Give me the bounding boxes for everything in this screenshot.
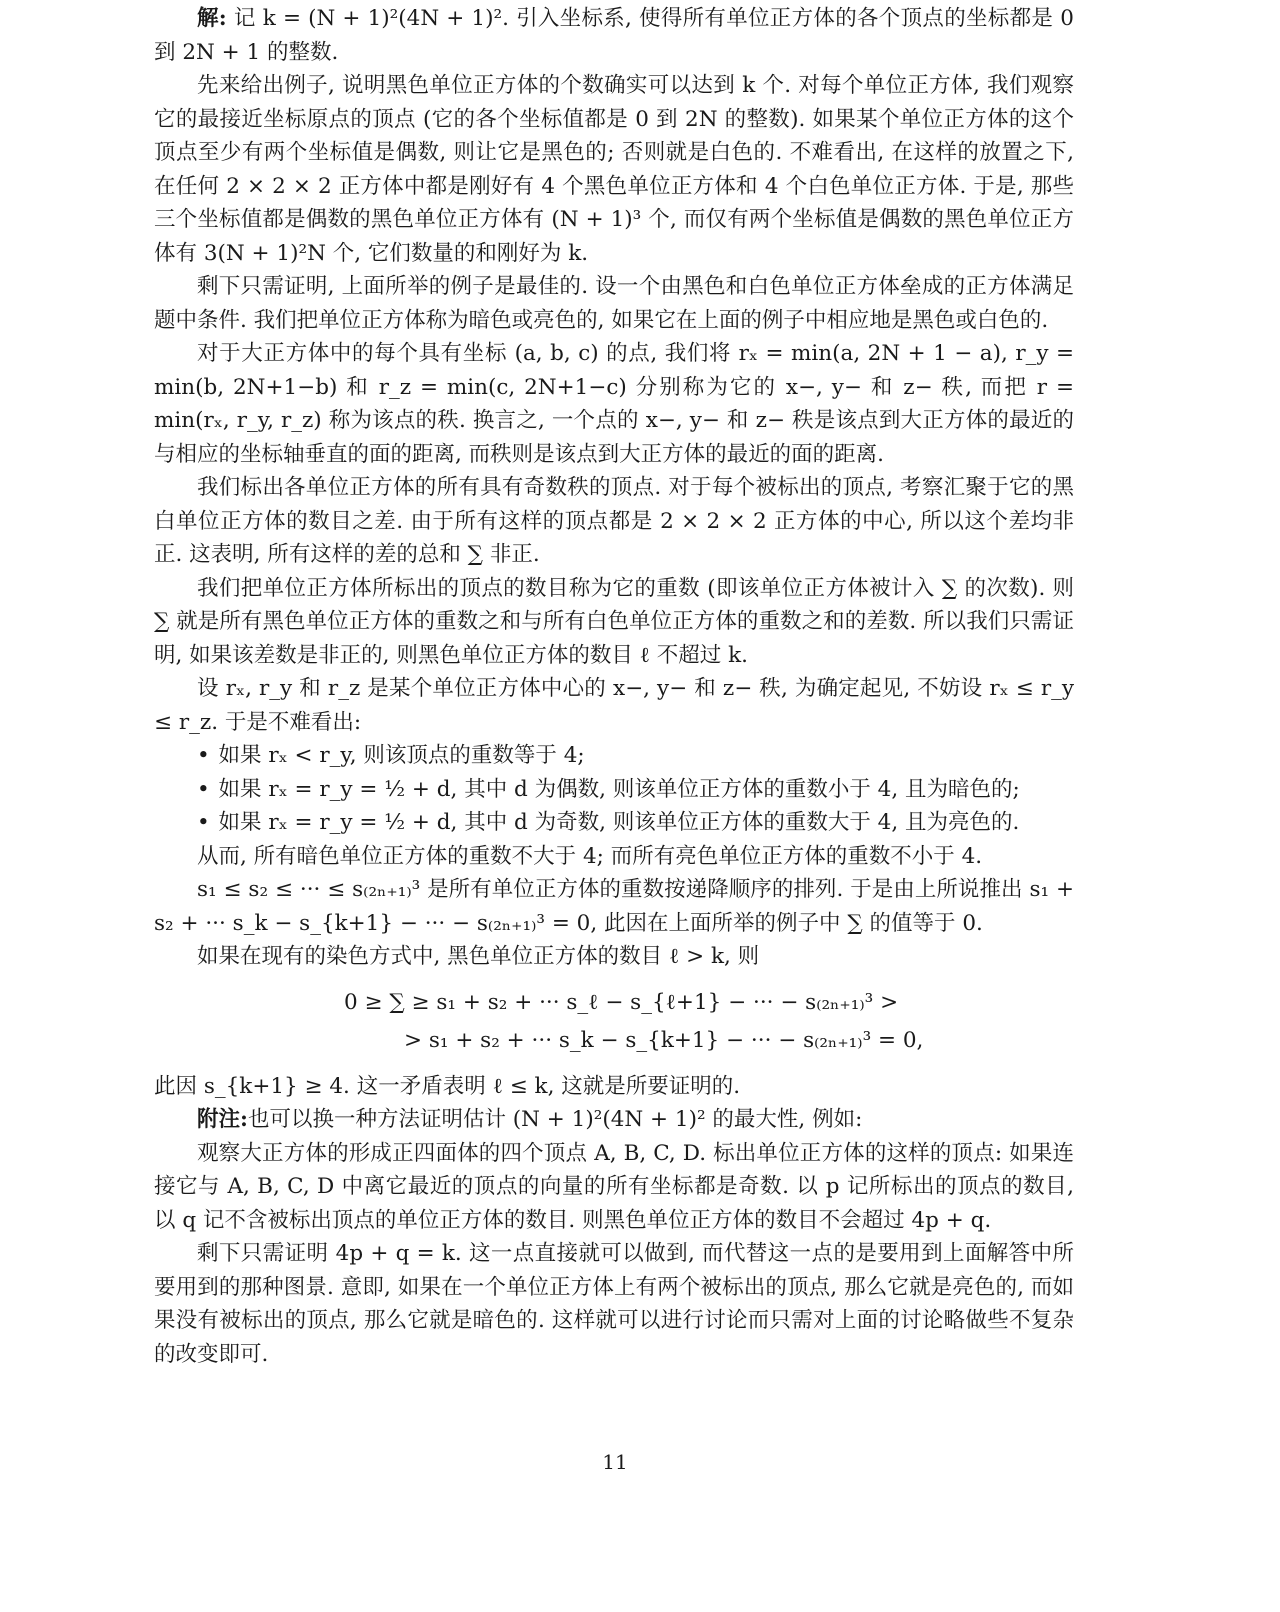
paragraph-tetrahedron: 观察大正方体的形成正四面体的四个顶点 A, B, C, D. 标出单位正方体的这样的顶点: 如果连接它与 A, B, C, D 中离它最近的顶点的向量的所有坐标都是奇数. 以 p 记所标出的顶点的数目, 以 q 记不含被标出顶点的单位正方体的数目. 则黑色单位正方体的数目不会超过 4p + q. xyxy=(154,1140,1074,1233)
equation-line-2: > s₁ + s₂ + ··· s_k − s_{k+1} − ··· − s₍₂ₙ₊₁₎³ = 0, xyxy=(404,1027,924,1053)
note-label: 附注: xyxy=(197,1107,248,1132)
paragraph-final: 剩下只需证明 4p + q = k. 这一点直接就可以做到, 而代替这一点的是要用到上面解答中所要用到的那种图景. 意即, 如果在一个单位正方体上有两个被标出的顶点, 那么它就是亮色的, 而如果没有被标出的顶点, 那么它就是暗色的. 这样就可以进行讨论而只需对上面的讨论略做些不复杂的改变即可. xyxy=(154,1241,1074,1367)
solution-paragraph xyxy=(154,2,1074,69)
document-body xyxy=(154,2,1074,1371)
paragraph-optimal: 剩下只需证明, 上面所举的例子是最佳的. 设一个由黑色和白色单位正方体垒成的正方体满足题中条件. 我们把单位正方体称为暗色或亮色的, 如果它在上面的例子中相应地是黑色或白色的. xyxy=(154,274,1074,333)
solution-label: 解: xyxy=(197,6,227,31)
paragraph-contradiction: 此因 s_{k+1} ≥ 4. 这一矛盾表明 ℓ ≤ k, 这就是所要证明的. xyxy=(154,1073,741,1099)
paragraph-weight: 我们把单位正方体所标出的顶点的数目称为它的重数 (即该单位正方体被计入 ∑ 的次数). 则 ∑ 就是所有黑色单位正方体的重数之和与所有白色单位正方体的重数之和的差数. 所以我们只需证明, 如果该差数是非正的, 则黑色单位正方体的数目 ℓ 不超过 k. xyxy=(154,575,1074,668)
page-number: 11 xyxy=(602,1450,628,1474)
bullet-item-2: • 如果 rₓ = r_y = ½ + d, 其中 d 为偶数, 则该单位正方体的重数小于 4, 且为暗色的; xyxy=(154,773,1074,807)
note-text: 也可以换一种方法证明估计 (N + 1)²(4N + 1)² 的最大性, 例如: xyxy=(247,1107,863,1132)
bullet-item-3: • 如果 rₓ = r_y = ½ + d, 其中 d 为奇数, 则该单位正方体的重数大于 4, 且为亮色的. xyxy=(154,806,1074,840)
display-equation xyxy=(154,984,1074,1060)
paragraph-order: s₁ ≤ s₂ ≤ ··· ≤ s₍₂ₙ₊₁₎³ 是所有单位正方体的重数按递降顺序的排列. 于是由上所说推出 s₁ + s₂ + ··· s_k − s_{k+1} − ··· − s₍₂ₙ₊₁₎³ = 0, 此因在上面所举的例子中 ∑ 的值等于 0. xyxy=(154,877,1074,936)
solution-intro: 记 k = (N + 1)²(4N + 1)². 引入坐标系, 使得所有单位正方体的各个顶点的坐标都是 0 到 2N + 1 的整数. xyxy=(154,6,1074,65)
paragraph-if: 如果在现有的染色方式中, 黑色单位正方体的数目 ℓ > k, 则 xyxy=(197,944,760,969)
note-paragraph xyxy=(154,1103,1074,1137)
paragraph-mark: 我们标出各单位正方体的所有具有奇数秩的顶点. 对于每个被标出的顶点, 考察汇聚于它的黑白单位正方体的数目之差. 由于所有这样的顶点都是 2 × 2 × 2 正方体的中心, 所以这个差均非正. 这表明, 所有这样的差的总和 ∑ 非正. xyxy=(154,475,1074,567)
bullet-item-1: • 如果 rₓ < r_y, 则该顶点的重数等于 4; xyxy=(154,739,1074,773)
equation-line-1: 0 ≥ ∑ ≥ s₁ + s₂ + ··· s_ℓ − s_{ℓ+1} − ··· − s₍₂ₙ₊₁₎³ > xyxy=(344,989,899,1015)
paragraph-assume: 设 rₓ, r_y 和 r_z 是某个单位正方体中心的 x−, y− 和 z− 秩, 为确定起见, 不妨设 rₓ ≤ r_y ≤ r_z. 于是不难看出: xyxy=(154,676,1074,735)
paragraph-example: 先来给出例子, 说明黑色单位正方体的个数确实可以达到 k 个. 对每个单位正方体, 我们观察它的最接近坐标原点的顶点 (它的各个坐标值都是 0 到 2N 的整数). 如果某个单位正方体的这个顶点至少有两个坐标值是偶数, 则让它是黑色的; 否则就是白色的. 不难看出, 在这样的放置之下, 在任何 2 × 2 × 2 正方体中都是刚好有 4 个黑色单位正方体和 4 个白色单位正方体. 于是, 那些三个坐标值都是偶数的黑色单位正方体有 (N + 1)³ 个, 而仅有两个坐标值是偶数的黑色单位正方体有 3(N + 1)²N 个, 它们数量的和刚好为 k. xyxy=(154,73,1074,266)
paragraph-rank: 对于大正方体中的每个具有坐标 (a, b, c) 的点, 我们将 rₓ = min(a, 2N + 1 − a), r_y = min(b, 2N+1−b) 和 r_z = min(c, 2N+1−c) 分别称为它的 x−, y− 和 z− 秩, 而把 r = min(rₓ, r_y, r_z) 称为该点的秩. 换言之, 一个点的 x−, y− 和 z− 秩是该点到大正方体的最近的与相应的坐标轴垂直的面的距离, 而秩则是该点到大正方体的最近的面的距离. xyxy=(154,341,1074,467)
paragraph-thus: 从而, 所有暗色单位正方体的重数不大于 4; 而所有亮色单位正方体的重数不小于 4. xyxy=(197,843,983,869)
